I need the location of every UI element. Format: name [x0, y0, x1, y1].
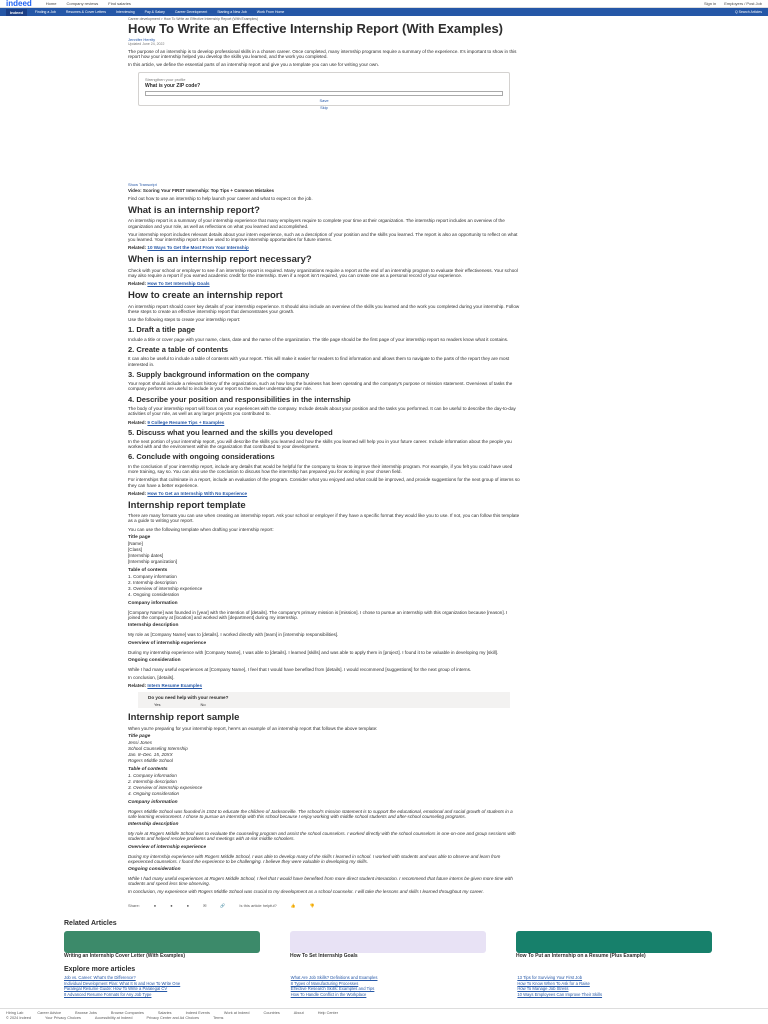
template-line: 4. Ongoing consideration [128, 591, 180, 597]
step-heading: 2. Create a table of contents [128, 344, 229, 354]
explore-link[interactable]: 8 Types of Manufacturing Processes [290, 980, 359, 986]
copyright: © 2024 Indeed [6, 1016, 31, 1020]
section-heading: Internship report template [128, 499, 246, 511]
footer-link[interactable]: Work at Indeed [223, 1011, 250, 1015]
email-icon[interactable]: ✉ [203, 902, 207, 908]
top-navbar [0, 0, 768, 8]
footer-link[interactable]: About [293, 1011, 304, 1015]
related-cards [64, 931, 714, 960]
video-description: Find out how to use an internship to help launch your career and what to expect on the job. [128, 195, 313, 201]
footer-link[interactable]: Help Center [317, 1011, 338, 1015]
template-heading: Internship description [128, 623, 179, 629]
related-label: Related: [128, 281, 147, 287]
footer-link[interactable]: Countries [263, 1011, 280, 1015]
sample-heading: Internship description [128, 822, 179, 828]
related-card-title[interactable]: Writing an Internship Cover Letter (With Examples) [64, 953, 185, 959]
related-card-image [290, 931, 486, 953]
sample-heading: Ongoing consideration [128, 867, 181, 873]
template-line: 2. Internship description [128, 579, 177, 585]
employers-link[interactable]: Employers / Post Job [724, 1, 762, 6]
report-sample [128, 734, 520, 895]
footer-link[interactable]: Salaries [157, 1011, 172, 1015]
related-card[interactable] [516, 931, 712, 960]
skip-button[interactable]: Skip [320, 104, 328, 110]
section-paragraph: You can use the following template when drafting your internship report: [128, 526, 274, 532]
footer-link[interactable]: Browse Jobs [75, 1011, 97, 1015]
template-heading: Ongoing consideration [128, 657, 181, 663]
related-link[interactable]: 9 College Resume Tips + Examples [147, 419, 225, 425]
intro-paragraph-2: In this article, we define the essential parts of an internship report and give you a template you can use for writing your own. [128, 62, 380, 68]
footer-link[interactable]: Your Privacy Choices [44, 1016, 81, 1020]
subnav-item-interviewing[interactable]: Interviewing [115, 10, 135, 14]
explore-link[interactable]: 8 Advanced Resume Formats for Any Job Type [64, 991, 152, 997]
show-transcript-link[interactable]: Show Transcript [128, 181, 157, 187]
article [128, 16, 520, 908]
section-heading: When is an internship report necessary? [128, 254, 312, 266]
thumbs-down-icon[interactable]: 👎 [309, 902, 315, 908]
related-link[interactable]: 10 Ways To Get the Most From Your Internship [147, 245, 249, 251]
related-card[interactable] [64, 931, 260, 960]
template-paragraph: During my internship experience with [Company Name], I was able to [details]. I learned [skills] and was able to apply them in [project]. I found it to be valuable in developing my [skill]. [128, 649, 499, 655]
subnav-item-finding-a-job[interactable]: Finding a Job [34, 10, 56, 14]
helpful-question: Is this article helpful? [239, 902, 277, 908]
explore-link[interactable]: Individual Development Plan: What It Is and How To Write One [64, 980, 181, 986]
related-link-row [128, 491, 520, 496]
related-link-row [128, 683, 520, 688]
step-heading: 3. Supply background information on the company [128, 369, 310, 379]
link-icon[interactable]: 🔗 [220, 902, 226, 908]
subnav-item-starting-new-job[interactable]: Starting a New Job [217, 10, 247, 14]
template-paragraph: My role as [Company Name] was to [details]. I worked directly with [team] in [internship responsibilities]. [128, 632, 339, 638]
related-link-row [128, 245, 520, 250]
subnav-item-resumes[interactable]: Resumes & Cover Letters [65, 10, 106, 14]
related-link-row [128, 281, 520, 286]
related-articles [64, 920, 714, 960]
nav-right [704, 1, 762, 6]
resume-help-question: Do you need help with your resume? [148, 695, 229, 701]
career-guide-brand[interactable]: Indeed [6, 9, 27, 16]
related-card-image [516, 931, 712, 953]
related-card[interactable] [290, 931, 486, 960]
sample-line: 1. Company information [128, 772, 177, 778]
sample-line: Jan. 8–Dec. 15, 20XX [128, 751, 173, 757]
section-heading: How to create an internship report [128, 290, 283, 302]
template-line: 3. Overview of internship experience [128, 585, 203, 591]
template-heading: Overview of internship experience [128, 640, 207, 646]
sample-line: Rogers Middle School [128, 757, 173, 763]
sample-paragraph: During my internship experience with Rogers Middle School, I was able to develop many of the skills I learned in school. I worked with students and was able to observe and learn from experienced counselors. I found the experience to be challenging. I believe they were valuable in developing my skills. [128, 853, 501, 864]
template-heading: Table of contents [128, 567, 168, 573]
save-button[interactable]: Save [319, 97, 329, 103]
subnav-item-pay-salary[interactable]: Pay & Salary [144, 10, 165, 14]
template-paragraph: In conclusion, [details]. [128, 674, 175, 680]
sample-heading: Table of contents [128, 766, 168, 772]
sample-heading: Company information [128, 799, 178, 805]
intro-paragraph: The purpose of an internship is to develop professional skills in a chosen career. Once completed, many internship programs require a summary of the experience. It's important to show in this report how your internship helped you develop the skills you learned, and the work you completed. [128, 49, 517, 60]
footer-row [6, 1016, 762, 1021]
related-label: Related: [128, 419, 147, 425]
footer-link[interactable]: Career Advice [37, 1011, 62, 1015]
video-player[interactable] [128, 106, 520, 182]
step-paragraph: For internships that culminate in a report, include an evaluation of the program. Consider what you enjoyed and what could be improved, and provide suggestions for the next group of interns so they can have a better experience. [128, 477, 520, 488]
sample-line: Jessi Jones [128, 739, 153, 745]
explore-link[interactable]: Job vs. Career: What's the Difference? [64, 975, 136, 980]
template-heading: Company information [128, 600, 178, 606]
sample-paragraph: My role at Rogers Middle School was to evaluate the counseling program and assist the school counselors. I worked directly with the school counselors in one-on-one and group sessions with students and helped resolve problems and meetings with at-risk middle schoolers. [128, 831, 516, 842]
explore-link[interactable]: How To Manage Job Stress [517, 986, 569, 991]
sample-paragraph: While I had many useful experiences at Rogers Middle School, I feel that I would have benefited from more direct student interaction. I recommend that future interns be given more time with students and spend less time observing. [128, 876, 513, 887]
section-heading: Internship report sample [128, 712, 240, 724]
nav-link-find-salaries[interactable]: Find salaries [108, 1, 131, 6]
section-paragraph: There are many formats you can use when creating an internship report. Ask your school or employer if they have a specific format they would like you to use. If not, you can follow this template as a guide to writing your report. [128, 513, 520, 524]
template-heading: Title page [128, 534, 151, 540]
step-heading: 1. Draft a title page [128, 325, 196, 335]
sample-line: School Counseling Internship [128, 745, 188, 751]
sample-paragraph: Rogers Middle School was founded in 1924 to educate the children of Jacksonville. The school's mission statement is to support the educational, emotional and social growth of students in a safe learning environment. I chose to pursue an internship with this school because I enjoy working with middle school students and after-school counseling programs. [128, 808, 513, 820]
sample-line: 3. Overview of internship experience [128, 784, 203, 790]
share-bar [128, 903, 520, 908]
related-card-title[interactable]: How To Put an Internship on a Resume (Plus Example) [516, 953, 646, 959]
step-paragraph: In the next portion of your internship report, you will describe the skills you learned and how the skills you learned will help you in your future career. Include information about the people you worked with and the environment within the organization that contributed to your development. [128, 439, 512, 450]
footer-link[interactable]: Privacy Center and Ad Choices [146, 1016, 200, 1020]
related-label: Related: [128, 683, 147, 689]
related-link-row [128, 420, 520, 425]
page-title: How To Write an Effective Internship Report (With Examples) [128, 21, 504, 36]
zip-code-input[interactable] [145, 91, 503, 96]
site-footer [0, 1008, 768, 1024]
share-label: Share: [128, 902, 140, 908]
report-template [128, 535, 520, 680]
explore-link[interactable]: How To Handle Conflict in the Workplace [290, 991, 367, 997]
section-paragraph: An internship report should cover key details of your internship experience. It should also include an overview of the skills you learned and the work you completed during your internship. Follow these steps to create an effective internship report that demonstrates your growth. [128, 303, 520, 314]
section-heading: What is an internship report? [128, 204, 260, 216]
section-paragraph: Your internship report includes relevant details about your intern experience, such as a description of your position and the skills you learned. The report is also an opportunity to reflect on what you learned. Your internship report can be used to improve internship opportunities for future interns. [128, 231, 518, 242]
step-heading: 6. Conclude with ongoing considerations [128, 452, 275, 462]
section-paragraph: Check with your school or employer to see if an internship report is required. Many organizations require a report at the end of an internship program to evaluate their effectiveness. Your school may also require a report if you earned academic credit for the internship. Even if a report isn't required, you can create one as a personal record of your experience. [128, 267, 518, 278]
subnav-item-career-development[interactable]: Career Development [174, 10, 208, 14]
footer-link[interactable]: Browse Companies [110, 1011, 144, 1015]
footer-link[interactable]: Indeed Events [185, 1011, 210, 1015]
sample-line: 4. Ongoing consideration [128, 790, 180, 796]
step-paragraph: Include a title or cover page with your name, class, date and the name of the organization. The title page should be the first page of your internship report so readers know what it contains. [128, 336, 509, 342]
video-caption: Video: Scoring Your FIRST Internship: Top Tips + Common Mistakes [128, 187, 274, 193]
explore-link[interactable]: 13 Tips for Surviving Your First Job [517, 975, 583, 980]
step-heading: 5. Discuss what you learned and the skills you developed [128, 427, 333, 437]
sample-heading: Title page [128, 733, 151, 739]
explore-link[interactable]: 10 Ways Employees Can Improve Their Skills [517, 991, 603, 997]
section-paragraph: An internship report is a summary of your internship experience that many employers require to complete your time at their organization. The internship report includes an overview of the organization and your role, as well as reflections on what you learned and accomplished. [128, 218, 505, 229]
explore-link[interactable]: How To Know When To Ask for a Raise [517, 980, 590, 986]
breadcrumb[interactable]: Career development > How To Write an Effective Internship Report (With Examples) [128, 17, 259, 21]
related-card-title[interactable]: How To Set Internship Goals [290, 953, 358, 959]
step-paragraph: In the conclusion of your internship report, include any details that would be helpful for the company to know to improve their internship program. For example, if you felt you could have used more training, say so. You can also use the conclusion to discuss how the internship has prepared you for working in your chosen field. [128, 463, 513, 475]
section-paragraph: When you're preparing for your internship report, here's an example of an internship report that follows the above template: [128, 725, 378, 731]
subnav-item-work-from-home[interactable]: Work From Home [256, 10, 285, 14]
facebook-icon[interactable]: ● [153, 902, 157, 908]
template-line: 1. Company information [128, 573, 177, 579]
explore-link[interactable]: What Are Job Skills? Definitions and Examples [290, 975, 378, 980]
author-link[interactable]: Jennifer Herrity [128, 37, 156, 42]
explore-link[interactable]: Paralegal Resume Guide: How To Write a Paralegal CV [64, 986, 168, 991]
career-guide-subnav [0, 8, 768, 16]
widget-label: Strengthen your profile [145, 76, 186, 82]
sample-heading: Overview of internship experience [128, 844, 207, 850]
updated-date: Updated June 24, 2022 [128, 42, 165, 46]
thumbs-up-icon[interactable]: 👍 [290, 902, 296, 908]
search-articles-button[interactable]: Q Search Articles [734, 10, 762, 14]
related-label: Related: [128, 245, 147, 251]
related-card-image [64, 931, 260, 953]
yes-option[interactable]: Yes [154, 702, 161, 708]
related-link[interactable]: How To Set Internship Goals [147, 281, 210, 287]
nav-link-company-reviews[interactable]: Company reviews [66, 1, 99, 6]
sample-line: 2. Internship description [128, 778, 177, 784]
step-paragraph: The body of your internship report will focus on your experiences with the company. Include details about your position and the tasks you performed. It can be useful to describe the day-to-day activities of your role, as well as any larger projects you contributed to. [128, 406, 516, 417]
template-line: [Internship organization] [128, 558, 178, 564]
related-link[interactable]: How To Get an Internship With No Experience [147, 490, 248, 496]
explore-link[interactable]: Effective Research Skills: Examples and Tips [290, 986, 375, 991]
explore-more-articles [64, 966, 714, 997]
no-option[interactable]: No [200, 702, 206, 708]
template-paragraph: While I had many useful experiences at [Company Name], I feel that I would have benefited from [details]. I would recommend [suggestions] for the next group of interns. [128, 666, 472, 672]
footer-link[interactable]: Hiring Lab [6, 1011, 24, 1015]
footer-link[interactable]: Accessibility at Indeed [94, 1016, 133, 1020]
related-link[interactable]: Intern Resume Examples [147, 683, 203, 689]
template-line: [Class] [128, 546, 143, 552]
section-paragraph: Use the following steps to create your internship report: [128, 316, 241, 322]
template-line: [Internship dates] [128, 552, 164, 558]
explore-title: Explore more articles [64, 966, 136, 973]
template-line: [Name] [128, 540, 143, 546]
linkedin-icon[interactable]: ● [186, 902, 190, 908]
related-label: Related: [128, 490, 147, 496]
footer-link[interactable]: Terms [213, 1016, 224, 1020]
twitter-icon[interactable]: ● [170, 902, 173, 908]
resume-help-prompt [138, 692, 510, 708]
step-paragraph: Your report should include a relevant history of the organization, such as how long the business has been operating and the company's purpose or mission statement. Overviews of tasks the company performs are useful to include in your report so the reader understands your role. [128, 381, 513, 392]
sample-paragraph: In conclusion, my experience with Rogers Middle School was crucial to my development as a school counselor. I will take the lessons and skills I learned throughout my career. [128, 889, 484, 895]
template-paragraph: [Company Name] was founded in [year] with the intention of [details]. The company's primary mission is [mission]. I chose to pursue an internship with this organization because [reason]. I joined the company at [location] and worked with [department] during my internship. [128, 609, 508, 621]
sign-in-link[interactable]: Sign in [703, 1, 717, 6]
widget-question: What is your ZIP code? [145, 82, 201, 89]
indeed-logo[interactable]: indeed [6, 0, 32, 8]
step-heading: 4. Describe your position and responsibilities in the internship [128, 394, 351, 404]
step-paragraph: It can also be useful to include a table of contents with your report. This will make it easier for readers to find information and allows them to navigate to the parts of the report they are most interested in. [128, 356, 510, 367]
explore-links [64, 975, 714, 997]
resume-help-options [148, 702, 500, 707]
nav-link-home[interactable]: Home [45, 1, 57, 6]
related-articles-title: Related Articles [64, 920, 117, 927]
zip-code-widget [138, 72, 510, 110]
